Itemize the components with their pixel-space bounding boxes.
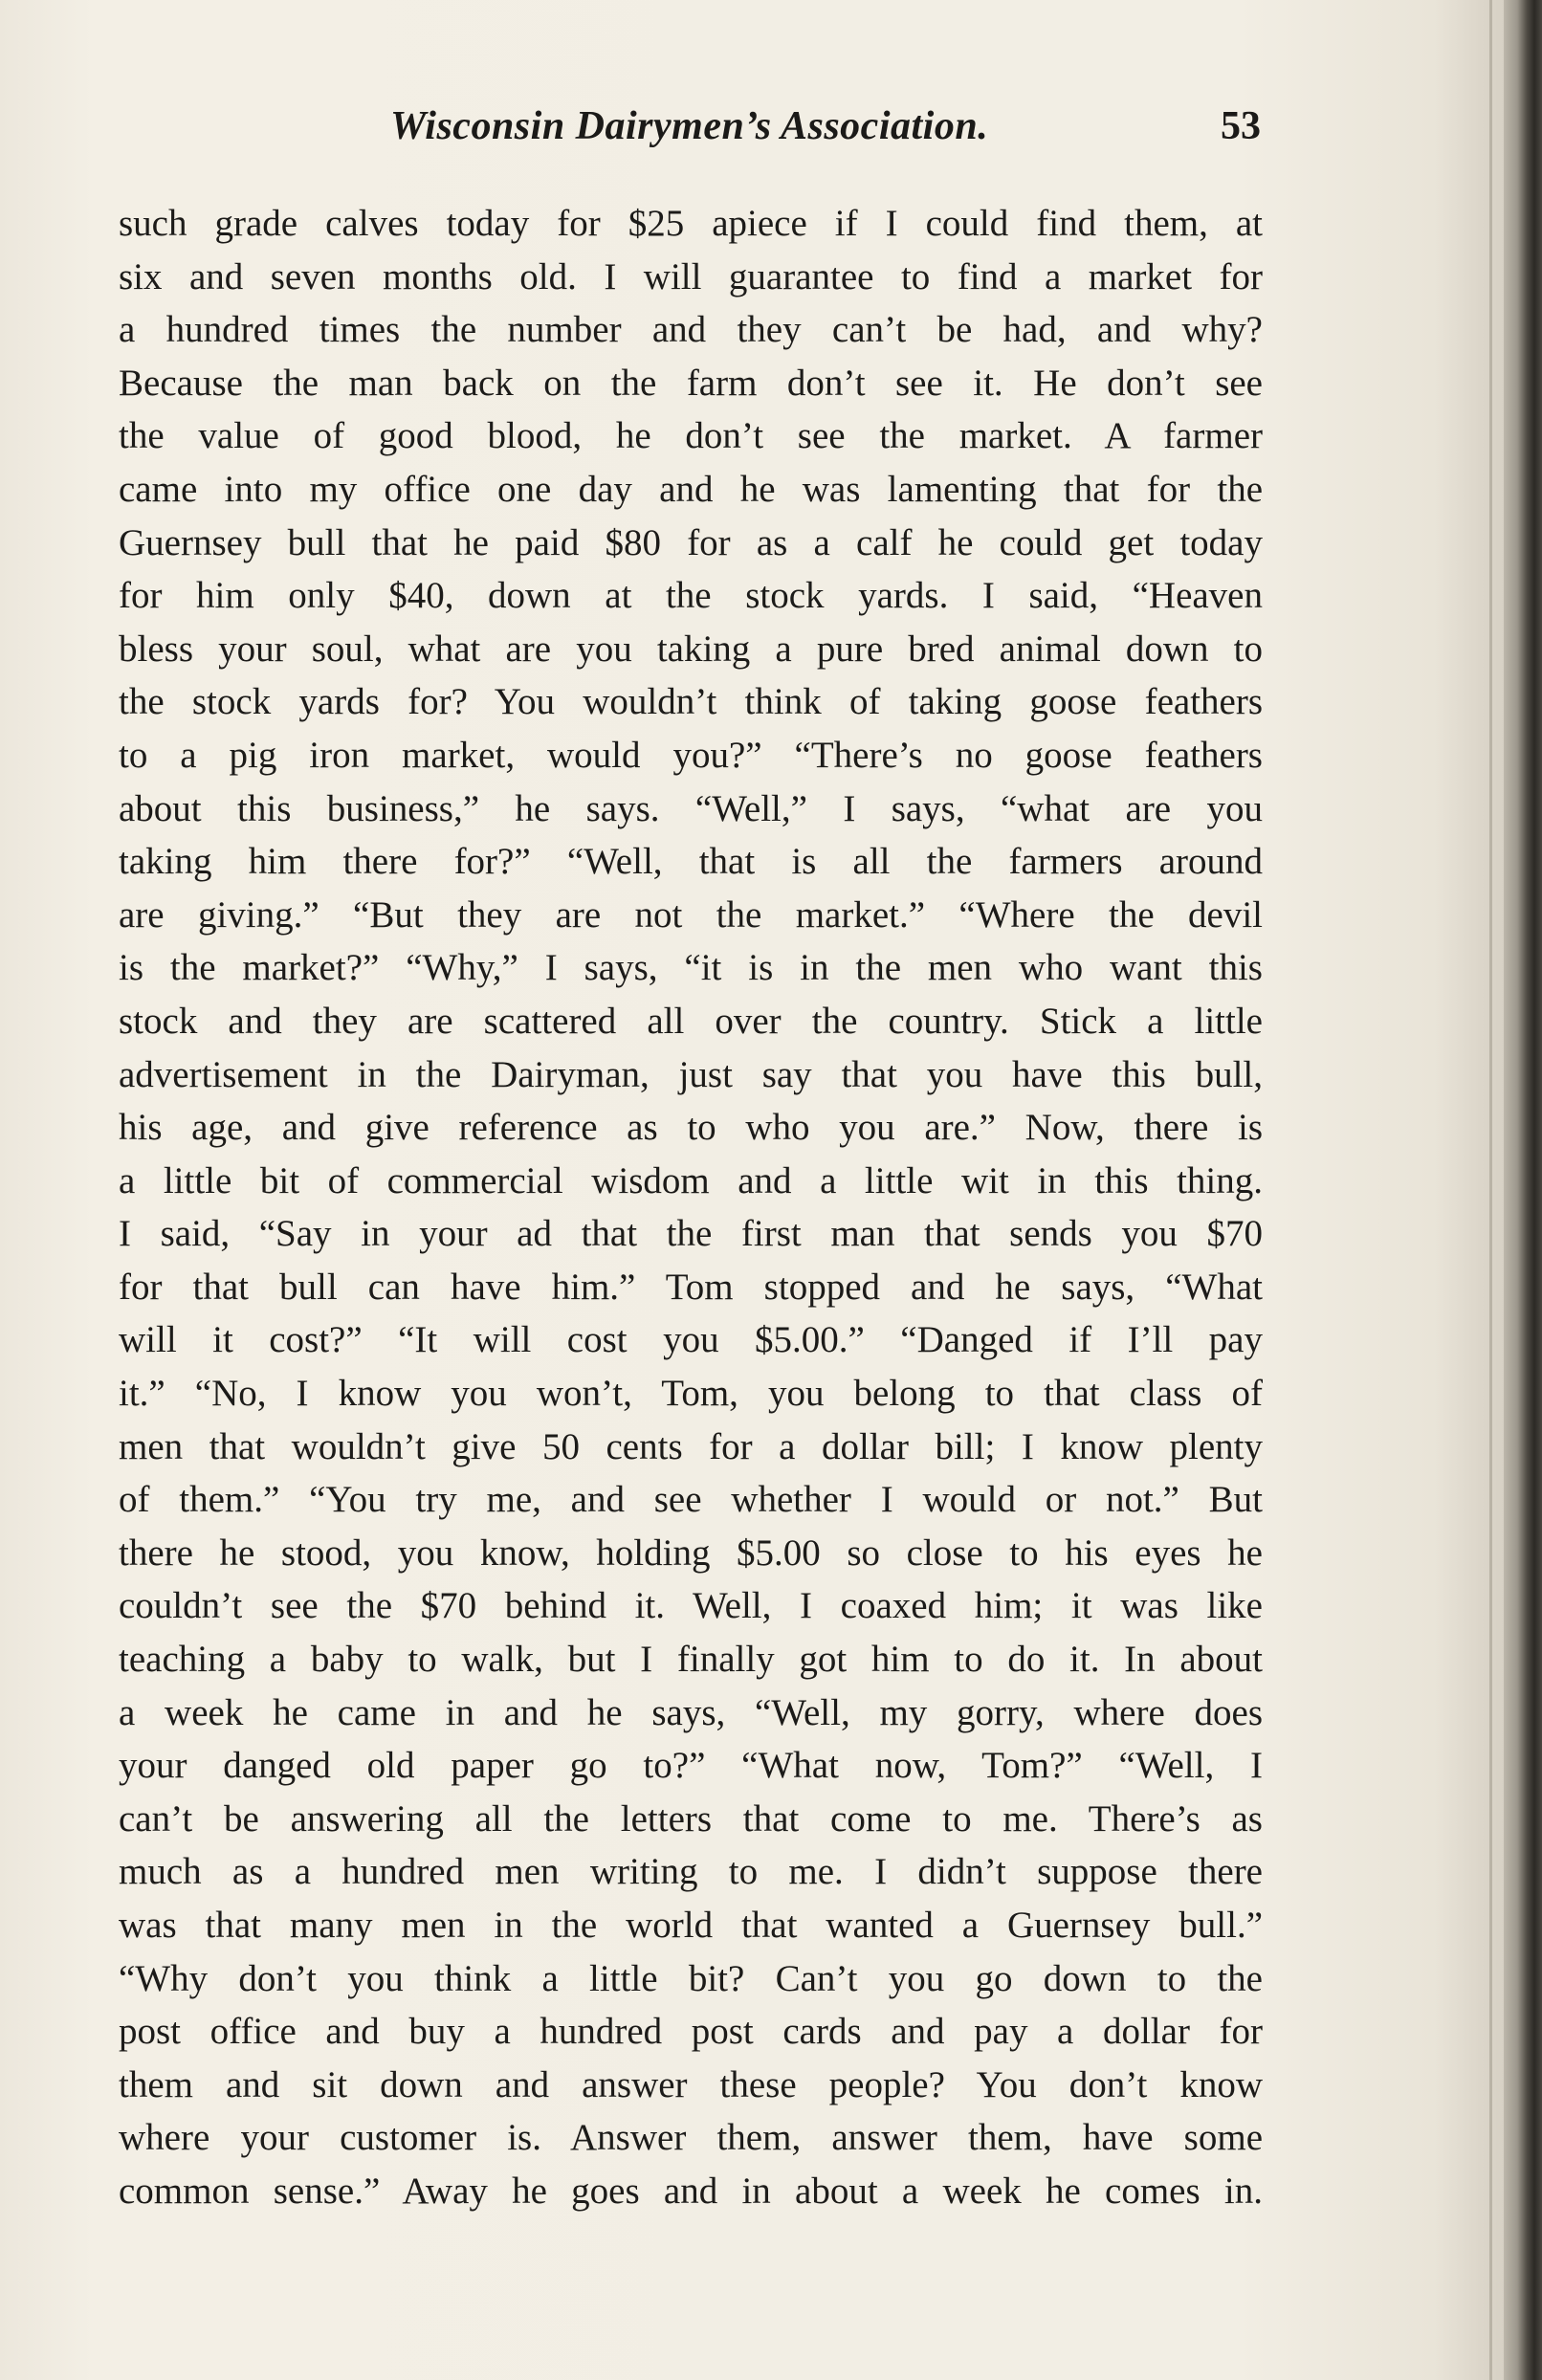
text-line: a week he came in and he says, “Well, my gorry, where does [119, 1691, 1263, 1733]
text-line: of them.” “You try me, and see whether I would or not.” But [119, 1479, 1263, 1521]
text-line: his age, and give reference as to who you are.” Now, there is [119, 1107, 1263, 1149]
text-line: them and sit down and answer these people? You don’t know [119, 2063, 1263, 2105]
text-line: for him only $40, down at the stock yards. I said, “Heaven [119, 575, 1263, 617]
text-line: will it cost?” “It will cost you $5.00.” “Danged if I’ll pay [119, 1319, 1263, 1361]
text-line: can’t be answering all the letters that come to me. There’s as [119, 1797, 1263, 1840]
text-line: post office and buy a hundred post cards and pay a dollar for [119, 2011, 1263, 2053]
text-line: common sense.” Away he goes and in about a week he comes in. [119, 2170, 1263, 2212]
text-line: “Why don’t you think a little bit? Can’t you go down to the [119, 1957, 1263, 1999]
text-line: a little bit of commercial wisdom and a little wit in this thing. [119, 1159, 1263, 1201]
text-line: to a pig iron market, would you?” “There’s no goose feathers [119, 734, 1263, 776]
text-line: was that many men in the world that wanted a Guernsey bull.” [119, 1905, 1263, 1946]
text-line: stock and they are scattered all over the country. Stick a little [119, 1000, 1263, 1042]
text-line: it.” “No, I know you won’t, Tom, you belong to that class of [119, 1373, 1263, 1415]
text-line: your danged old paper go to?” “What now, Tom?” “Well, I [119, 1745, 1263, 1787]
text-line: couldn’t see the $70 behind it. Well, I coaxed him; it was like [119, 1585, 1263, 1627]
text-line: is the market?” “Why,” I says, “it is in the men who want this [119, 947, 1263, 989]
text-line: the value of good blood, he don’t see the market. A farmer [119, 415, 1263, 457]
text-line: such grade calves today for $25 apiece if I could find them, at [119, 203, 1263, 244]
page-header [122, 103, 1261, 161]
text-line: much as a hundred men writing to me. I didn’t suppose there [119, 1851, 1263, 1893]
text-line: bless your soul, what are you taking a pure bred animal down to [119, 628, 1263, 670]
text-line: advertisement in the Dairyman, just say that you have this bull, [119, 1053, 1263, 1095]
text-line: are giving.” “But they are not the market.” “Where the devil [119, 893, 1263, 936]
text-line: I said, “Say in your ad that the first man that sends you $70 [119, 1213, 1263, 1255]
text-line: for that bull can have him.” Tom stopped and he says, “What [119, 1266, 1263, 1308]
running-head: Wisconsin Dairymen’s Association. [390, 104, 989, 148]
text-line: came into my office one day and he was lamenting that for the [119, 468, 1263, 510]
page-number: 53 [1221, 104, 1261, 148]
text-line: a hundred times the number and they can’t be had, and why? [119, 309, 1263, 351]
body-text [119, 197, 1263, 2218]
text-line: teaching a baby to walk, but I finally got him to do it. In about [119, 1639, 1263, 1681]
text-line: taking him there for?” “Well, that is all the farmers around [119, 841, 1263, 883]
text-line: Guernsey bull that he paid $80 for as a calf he could get today [119, 521, 1263, 563]
book-binding-edge [1504, 0, 1542, 2380]
page-gutter-line [1489, 0, 1492, 2380]
text-line: there he stood, you know, holding $5.00 so close to his eyes he [119, 1532, 1263, 1574]
text-line: six and seven months old. I will guarantee to find a market for [119, 255, 1263, 298]
text-line: where your customer is. Answer them, answer them, have some [119, 2117, 1263, 2159]
text-line: Because the man back on the farm don’t see it. He don’t see [119, 362, 1263, 404]
text-line: men that wouldn’t give 50 cents for a dollar bill; I know plenty [119, 1425, 1263, 1467]
text-line: the stock yards for? You wouldn’t think of taking goose feathers [119, 681, 1263, 723]
text-line: about this business,” he says. “Well,” I says, “what are you [119, 787, 1263, 829]
